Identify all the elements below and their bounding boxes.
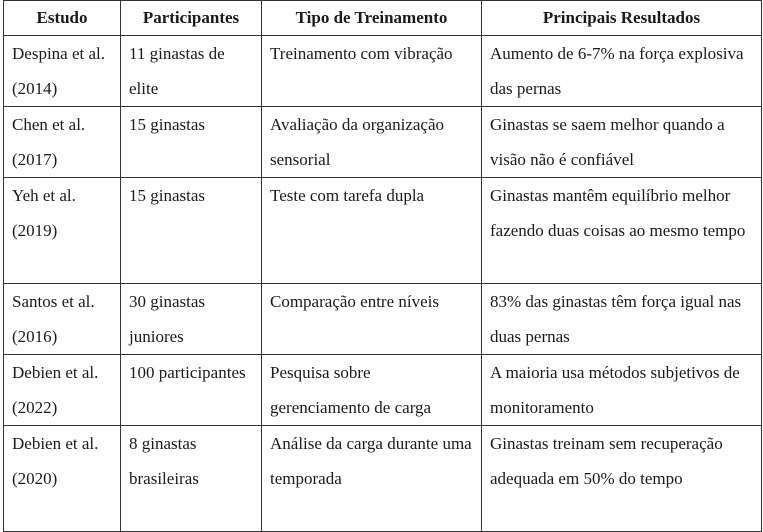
cell-resultados: A maioria usa métodos subjetivos de monitoramento [482,355,762,426]
cell-participantes: 15 ginastas [121,178,262,284]
header-participantes: Participantes [121,1,262,36]
cell-estudo: Yeh et al. (2019) [4,178,121,284]
cell-estudo: Chen et al. (2017) [4,107,121,178]
table-row [4,284,762,355]
cell-participantes: 11 ginastas de elite [121,36,262,107]
cell-tipo: Teste com tarefa dupla [262,178,482,284]
cell-tipo: Análise da carga durante uma temporada [262,426,482,532]
cell-participantes: 30 ginastas juniores [121,284,262,355]
cell-participantes: 15 ginastas [121,107,262,178]
cell-estudo: Despina et al. (2014) [4,36,121,107]
cell-resultados: Ginastas mantêm equilíbrio melhor fazendo duas coisas ao mesmo tempo [482,178,762,284]
header-estudo: Estudo [4,1,121,36]
table-row [4,178,762,284]
table-row [4,36,762,107]
cell-resultados: Ginastas treinam sem recuperação adequada em 50% do tempo [482,426,762,532]
cell-tipo: Comparação entre níveis [262,284,482,355]
table-row [4,355,762,426]
cell-participantes: 100 participantes [121,355,262,426]
header-tipo-treinamento: Tipo de Treinamento [262,1,482,36]
results-table [3,0,762,532]
table-row [4,426,762,532]
cell-estudo: Santos et al. (2016) [4,284,121,355]
cell-estudo: Debien et al. (2022) [4,355,121,426]
cell-tipo: Pesquisa sobre gerenciamento de carga [262,355,482,426]
cell-resultados: Aumento de 6-7% na força explosiva das pernas [482,36,762,107]
table-header-row [4,1,762,36]
cell-resultados: 83% das ginastas têm força igual nas duas pernas [482,284,762,355]
header-principais-resultados: Principais Resultados [482,1,762,36]
cell-resultados: Ginastas se saem melhor quando a visão não é confiável [482,107,762,178]
cell-tipo: Treinamento com vibração [262,36,482,107]
cell-tipo: Avaliação da organização sensorial [262,107,482,178]
cell-participantes: 8 ginastas brasileiras [121,426,262,532]
cell-estudo: Debien et al. (2020) [4,426,121,532]
table-row [4,107,762,178]
